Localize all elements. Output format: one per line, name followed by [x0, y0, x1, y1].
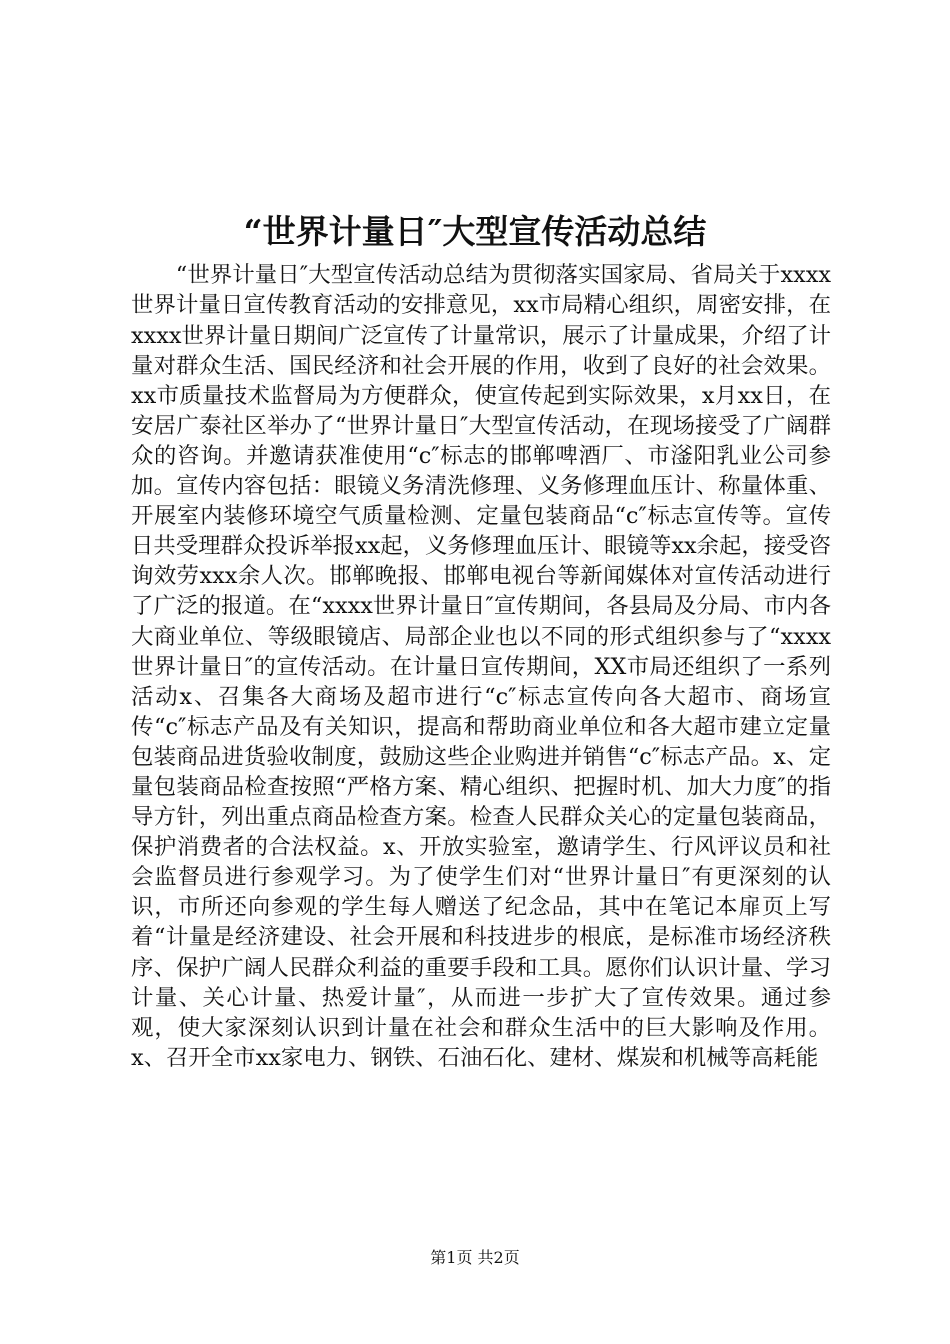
document-title: “世界计量日″大型宣传活动总结 — [243, 212, 707, 252]
document-body-paragraph: “世界计量日″大型宣传活动总结为贯彻落实国家局、省局关于xxxx世界计量日宣传教育活动的安排意见，xx市局精心组织，周密安排，在xxxx世界计量日期间广泛宣传了计量常识，展示了计量成果，介绍了计量对群众生活、国民经济和社会开展的作用，收到了良好的社会效果。xx市质量技术监督局为方便群众，使宣传起到实际效果，x月xx日，在安居广泰社区举办了“世界计量日″大型宣传活动，在现场接受了广阔群众的咨询。并邀请获准使用“c″标志的邯郸啤酒厂、市滏阳乳业公司参加。宣传内容包括：眼镜义务清洗修理、义务修理血压计、称量体重、开展室内装修环境空气质量检测、定量包装商品“c″标志宣传等。宣传日共受理群众投诉举报xx起，义务修理血压计、眼镜等xx余起，接受咨询效劳xxx余人次。邯郸晚报、邯郸电视台等新闻媒体对宣传活动进行了广泛的报道。在“xxxx世界计量日″宣传期间，各县局及分局、市内各大商业单位、等级眼镜店、局部企业也以不同的形式组织参与了“xxxx世界计量日″的宣传活动。在计量日宣传期间，XX市局还组织了一系列活动x、召集各大商场及超市进行“c″标志宣传向各大超市、商场宣传“c″标志产品及有关知识，提高和帮助商业单位和各大超市建立定量包装商品进货验收制度，鼓励这些企业购进并销售“c″标志产品。x、定量包装商品检查按照“严格方案、精心组织、把握时机、加大力度″的指导方针，列出重点商品检查方案。检查人民群众关心的定量包装商品，保护消费者的合法权益。x、开放实验室，邀请学生、行风评议员和社会监督员进行参观学习。为了使学生们对“世界计量日″有更深刻的认识，市所还向参观的学生每人赠送了纪念品，其中在笔记本扉页上写着“计量是经济建设、社会开展和科技进步的根底，是标准市场经济秩序、保护广阔人民群众利益的重要手段和工具。愿你们认识计量、学习计量、关心计量、热爱计量″，从而进一步扩大了宣传效果。通过参观，使大家深刻认识到计量在社会和群众生活中的巨大影响及作用。x、召开全市xx家电力、钢铁、石油石化、建材、煤炭和机械等高耗能 — [131, 262, 831, 1071]
page-number-footer: 第1页 共2页 — [430, 1248, 520, 1267]
